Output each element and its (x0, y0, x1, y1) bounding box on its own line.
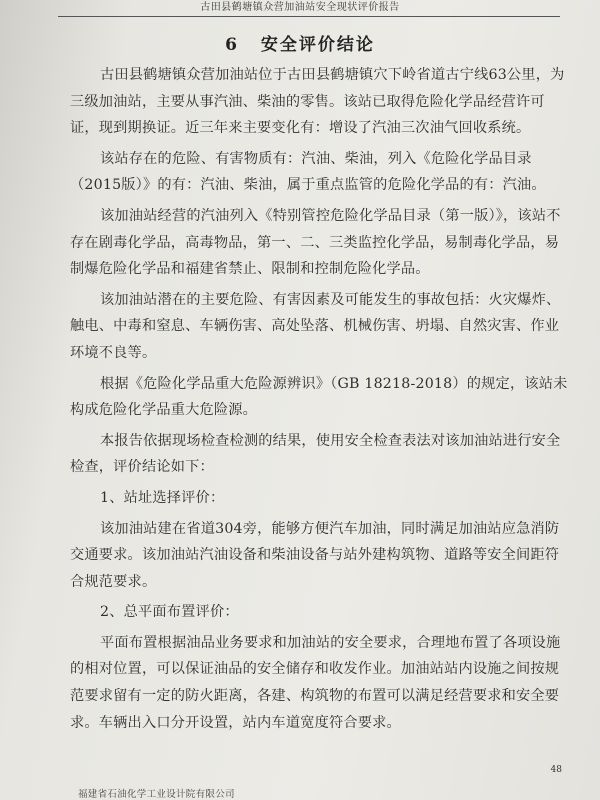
paragraph-site-selection: 该加油站建在省道304旁，能够方便汽车加油，同时满足加油站应急消防交通要求。该加油站汽油设备和柴油设备与站外建构筑物、道路等安全间距符合规范要求。 (70, 520, 560, 590)
paragraph-evaluation-intro: 本报告依据现场检查检测的结果，使用安全检查表法对该加油站进行安全检查，评价结论如下： (70, 432, 561, 476)
section-number: 6 (225, 35, 239, 55)
subheading-layout: 2、总平面布置评价： (100, 604, 239, 621)
body-text (70, 62, 570, 736)
paragraph-layout: 平面布置根据油品业务要求和加油站的安全要求，合理地布置了各项设施的相对位置，可以保证油品的安全储存和收发作业。加油站站内设施之间按规范要求留有一定的防火距离，各建、构筑物的布置可以满足经营要求和安全要求。车辆出入口分开设置，站内车道宽度符合要求。 (70, 634, 561, 731)
paragraph-major-hazard-source: 根据《危险化学品重大危险源辨识》（GB 18218-2018）的规定，该站未构成危险化学品重大危险源。 (70, 375, 568, 419)
paragraph-location: 古田县鹤塘镇众营加油站位于古田县鹤塘镇穴下岭省道古宁线63公里，为三级加油站，主要从事汽油、柴油的零售。该站已取得危险化学品经营许可证，现到期换证。近三年来主要变化有：增设了汽油三次油气回收系统。 (70, 67, 565, 137)
paragraph-hazardous-substances: 该站存在的危险、有害物质有：汽油、柴油，列入《危险化学品目录（2015版）》的有：汽油、柴油，属于重点监管的危险化学品的有：汽油。 (70, 150, 546, 194)
header-rule (58, 16, 560, 17)
section-title: 安全评价结论 (260, 35, 375, 55)
paragraph-hazard-factors: 该加油站潜在的主要危险、有害因素及可能发生的事故包括：火灾爆炸、触电、中毒和窒息、车辆伤害、高处坠落、机械伤害、坍塌、自然灾害、作业环境不良等。 (70, 291, 561, 361)
subheading-site-selection: 1、站址选择评价： (100, 489, 225, 506)
running-header: 古田县鹤塘镇众营加油站安全现状评价报告 (200, 2, 400, 13)
section-heading (0, 30, 600, 55)
page-number: 48 (550, 765, 562, 775)
footer-company: 福建省石油化学工业设计院有限公司 (78, 789, 235, 800)
paragraph-controlled-chemicals: 该加油站经营的汽油列入《特别管控危险化学品目录（第一版）》，该站不存在剧毒化学品，高毒物品，第一、二、三类监控化学品，易制毒化学品，易制爆危险化学品和福建省禁止、限制和控制危险化学品。 (70, 207, 561, 278)
